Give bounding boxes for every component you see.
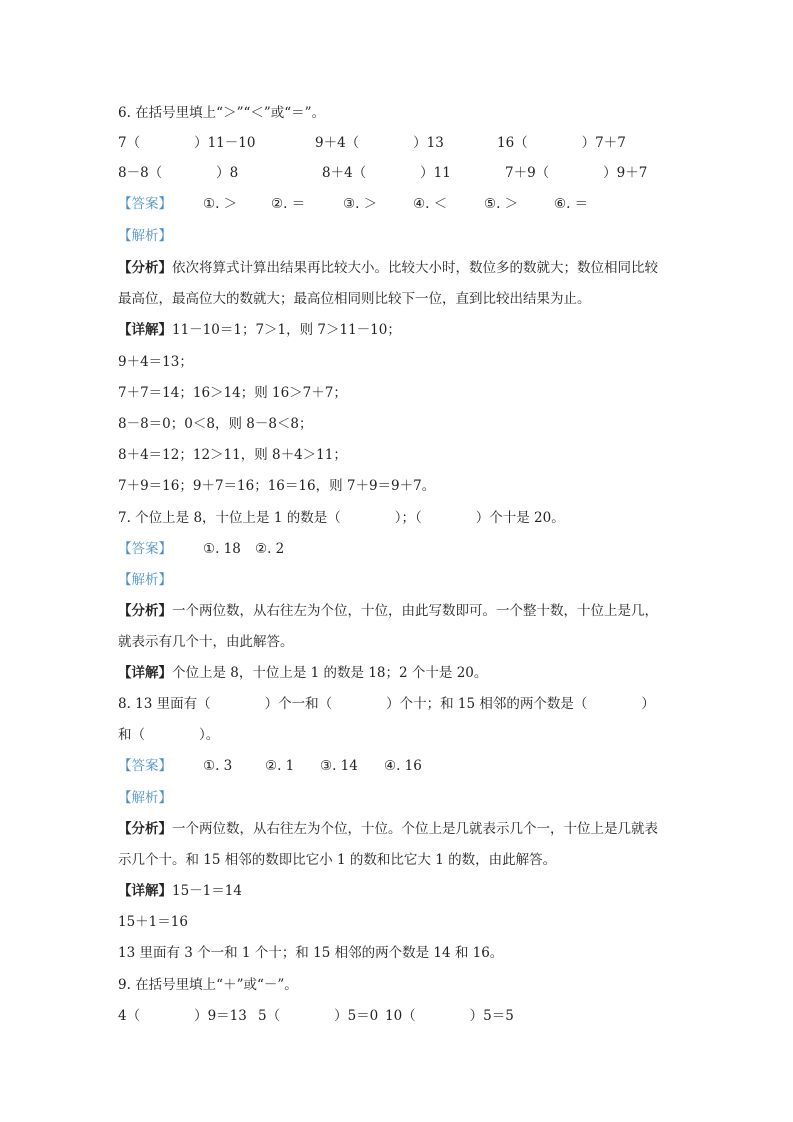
- fenxi-text: 一个两位数，从右往左为个位，十位。个位上是几就表示几个一，十位上是几就表: [172, 821, 658, 837]
- answer-label: 【答案】: [118, 758, 172, 774]
- answer-3: ③. ＞: [343, 196, 378, 212]
- q8-title-line2: 和（ ）。: [118, 727, 220, 743]
- q6-xiangjie-line5: 8＋4＝12；12＞11，则 8＋4＞11；: [118, 447, 347, 463]
- q7-fenxi-line1: [118, 602, 658, 620]
- q7-title: 7. 个位上是 8，十位上是 1 的数是（ ）；（ ）个十是 20。: [118, 510, 565, 526]
- q6-item-2: 9＋4（ ）13: [315, 135, 444, 151]
- q9-title: 9. 在括号里填上“＋”或“－”。: [118, 977, 298, 993]
- q8-fenxi-line1: [118, 820, 658, 838]
- q6-xiangjie-line2: 9＋4＝13；: [118, 354, 193, 370]
- q8-fenxi-line2: 示几个十。和 15 相邻的数即比它小 1 的数和比它大 1 的数，由此解答。: [118, 852, 557, 868]
- q9-item-2: 5（ ）5＝0: [258, 1008, 379, 1024]
- answer-4: ④. ＜: [413, 196, 448, 212]
- xiangjie-label: 【详解】: [118, 665, 172, 681]
- q8-title-line1: 8. 13 里面有（ ）个一和（ ）个十；和 15 相邻的两个数是（ ）: [118, 696, 655, 712]
- xiangjie-text: 15－1＝14: [172, 883, 242, 899]
- q6-xiangjie-line4: 8－8＝0；0＜8，则 8－8＜8；: [118, 416, 313, 432]
- q6-item-1: 7（ ）11－10: [118, 135, 256, 151]
- answer-label: 【答案】: [118, 196, 172, 212]
- fenxi-label: 【分析】: [118, 603, 172, 619]
- xiangjie-label: 【详解】: [118, 322, 172, 338]
- q9-item-1: 4（ ）9＝13: [118, 1008, 247, 1024]
- xiangjie-label: 【详解】: [118, 883, 172, 899]
- q6-xiangjie-line3: 7＋7＝14；16＞14；则 16＞7＋7；: [118, 385, 347, 401]
- xiangjie-text: 11－10＝1；7＞1，则 7＞11－10；: [172, 322, 401, 338]
- q7-fenxi-line2: 就表示有几个十，由此解答。: [118, 634, 294, 650]
- answer-3: ③. 14: [320, 758, 358, 774]
- answer-4: ④. 16: [384, 758, 422, 774]
- xiangjie-text: 个位上是 8，十位上是 1 的数是 18；2 个十是 20。: [172, 665, 488, 681]
- analysis-label: 【解析】: [118, 790, 172, 806]
- answer-2: ②. 1: [265, 758, 295, 774]
- answer-2: ②. 2: [255, 541, 285, 557]
- answer-1: ①. 18: [203, 541, 241, 557]
- q6-item-6: 7＋9（ ）9＋7: [505, 165, 648, 181]
- q8-xiangjie-line1: [118, 882, 242, 900]
- answer-1: ①. ＞: [203, 196, 238, 212]
- q6-xiangjie-line6: 7＋9＝16；9＋7＝16；16＝16，则 7＋9＝9＋7。: [118, 478, 436, 494]
- q6-xiangjie-line1: [118, 321, 401, 339]
- analysis-label: 【解析】: [118, 228, 172, 244]
- answer-2: ②. ＝: [271, 196, 306, 212]
- analysis-label: 【解析】: [118, 572, 172, 588]
- fenxi-text: 依次将算式计算出结果再比较大小。比较大小时，数位多的数就大；数位相同比较: [172, 260, 658, 276]
- q6-fenxi-line2: 最高位，最高位大的数就大；最高位相同则比较下一位，直到比较出结果为止。: [118, 291, 591, 307]
- q9-item-3: 10（ ）5＝5: [385, 1008, 514, 1024]
- q8-xiangjie-line3: 13 里面有 3 个一和 1 个十；和 15 相邻的两个数是 14 和 16。: [118, 945, 504, 961]
- answer-label: 【答案】: [118, 541, 172, 557]
- fenxi-text: 一个两位数，从右往左为个位，十位，由此写数即可。一个整十数，十位上是几，: [172, 603, 658, 619]
- fenxi-label: 【分析】: [118, 260, 172, 276]
- q8-xiangjie-line2: 15＋1＝16: [118, 914, 188, 930]
- answer-5: ⑤. ＞: [484, 196, 519, 212]
- q6-item-5: 8＋4（ ）11: [322, 165, 451, 181]
- q6-fenxi-line1: [118, 259, 658, 277]
- answer-6: ⑥. ＝: [554, 196, 589, 212]
- q6-title: 6. 在括号里填上“＞”“＜”或“＝”。: [118, 105, 326, 121]
- q6-item-4: 8－8（ ）8: [118, 165, 239, 181]
- q7-xiangjie-line1: [118, 664, 487, 682]
- q6-item-3: 16（ ）7＋7: [497, 135, 626, 151]
- answer-1: ①. 3: [203, 758, 233, 774]
- fenxi-label: 【分析】: [118, 821, 172, 837]
